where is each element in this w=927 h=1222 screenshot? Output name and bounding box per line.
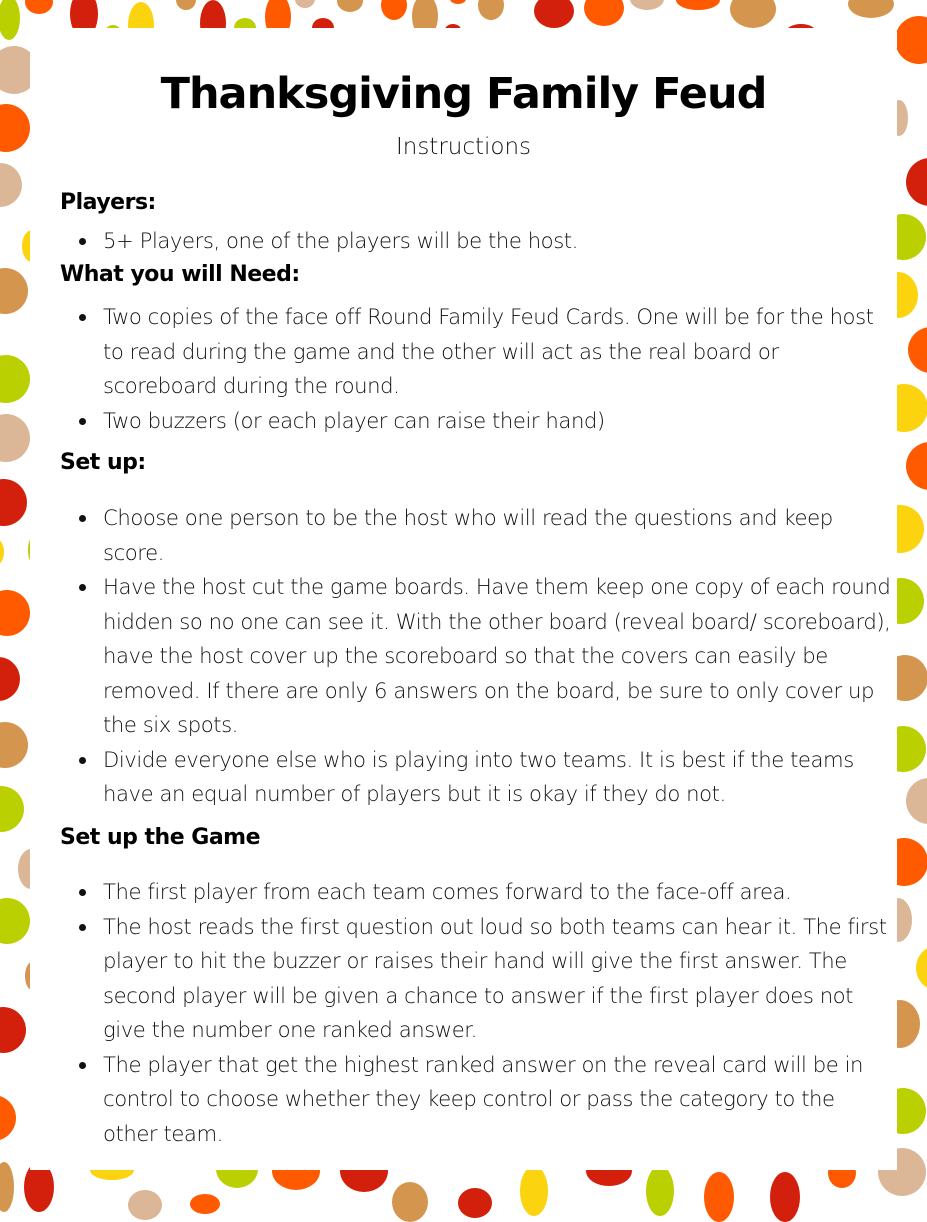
- dot-decoration: [534, 0, 574, 28]
- list-item: The host reads the first question out loud so both teams can hear it. The first player to hit the buzzer or raises their hand will give the first answer. The second player will be given a chance to answer if the first player does not give the number one ranked answer.: [73, 910, 893, 1048]
- dot-decoration: [704, 1172, 734, 1222]
- dot-decoration: [0, 722, 28, 768]
- dot-decoration: [0, 657, 20, 701]
- dot-decoration: [916, 946, 927, 990]
- dot-decoration: [676, 0, 720, 10]
- list-item: The first player from each team comes forward to the face-off area.: [73, 875, 893, 910]
- dot-decoration: [848, 0, 894, 18]
- dot-decoration: [0, 479, 27, 526]
- section-heading-players: Players:: [60, 190, 156, 215]
- dot-decoration: [0, 1095, 16, 1141]
- game-setup-list: [73, 875, 893, 1151]
- list-item: The player that get the highest ranked answer on the reveal card will be in control to choose whether they keep control or pass the category to the other team.: [73, 1048, 893, 1152]
- section-heading-what-you-need: What you will Need:: [60, 262, 300, 287]
- needs-list: [73, 300, 893, 438]
- dot-decoration: [0, 0, 20, 40]
- players-list: [73, 224, 893, 259]
- dot-decoration: [0, 538, 4, 566]
- dot-decoration: [458, 1188, 492, 1218]
- dot-decoration: [0, 355, 30, 403]
- list-item: Choose one person to be the host who will read the questions and keep score.: [73, 501, 893, 570]
- dot-decoration: [450, 0, 466, 4]
- dot-decoration: [520, 1166, 548, 1216]
- dot-decoration: [176, 0, 196, 10]
- dot-decoration: [0, 104, 30, 152]
- page-subtitle: Instructions: [395, 134, 532, 160]
- dot-decoration: [381, 0, 407, 20]
- dot-decoration: [0, 414, 30, 462]
- page-title: Thanksgiving Family Feud: [160, 69, 767, 119]
- dot-decoration: [730, 0, 776, 28]
- dot-decoration: [0, 268, 28, 314]
- dot-decoration: [128, 1190, 162, 1220]
- dot-decoration: [906, 778, 927, 824]
- dot-decoration: [337, 0, 363, 12]
- list-item: Divide everyone else who is playing into two teams. It is best if the teams have an equal number of players but it is okay if they do not.: [73, 743, 893, 812]
- dot-decoration: [630, 0, 664, 10]
- list-item: 5+ Players, one of the players will be the host.: [73, 224, 893, 259]
- dot-decoration: [584, 0, 624, 26]
- dot-decoration: [895, 16, 927, 64]
- dot-decoration: [0, 786, 24, 832]
- dot-decoration: [906, 442, 927, 490]
- dot-decoration: [0, 1162, 14, 1212]
- dot-decoration: [770, 1172, 800, 1222]
- dot-decoration: [0, 163, 22, 207]
- setup-list: [73, 501, 893, 812]
- dot-decoration: [392, 1182, 428, 1222]
- list-item: Have the host cut the game boards. Have them keep one copy of each round hidden so no one can see it. With the other board (reveal board/ scoreboard), have the host cover up the scoreboard so that the covers can easily be removed. If there are only 6 answers on the board, be sure to only cover up the six spots.: [73, 570, 893, 743]
- dot-decoration: [906, 158, 927, 206]
- dot-decoration: [0, 590, 30, 636]
- dot-decoration: [646, 1166, 674, 1216]
- dot-decoration: [0, 1007, 26, 1053]
- dot-decoration: [908, 327, 927, 373]
- list-item: Two buzzers (or each player can raise their hand): [73, 404, 893, 439]
- list-item: Two copies of the face off Round Family Feud Cards. One will be for the host to read during the game and the other will act as the real board or scoreboard during the round.: [73, 300, 893, 404]
- dot-decoration: [295, 0, 315, 8]
- dot-decoration: [0, 898, 30, 944]
- section-heading-set-up: Set up:: [60, 450, 146, 475]
- dot-decoration: [478, 0, 504, 20]
- dot-decoration: [190, 1194, 220, 1214]
- dot-decoration: [25, 0, 53, 14]
- instructions-sheet: [30, 28, 897, 1170]
- section-heading-set-up-the-game: Set up the Game: [60, 825, 261, 850]
